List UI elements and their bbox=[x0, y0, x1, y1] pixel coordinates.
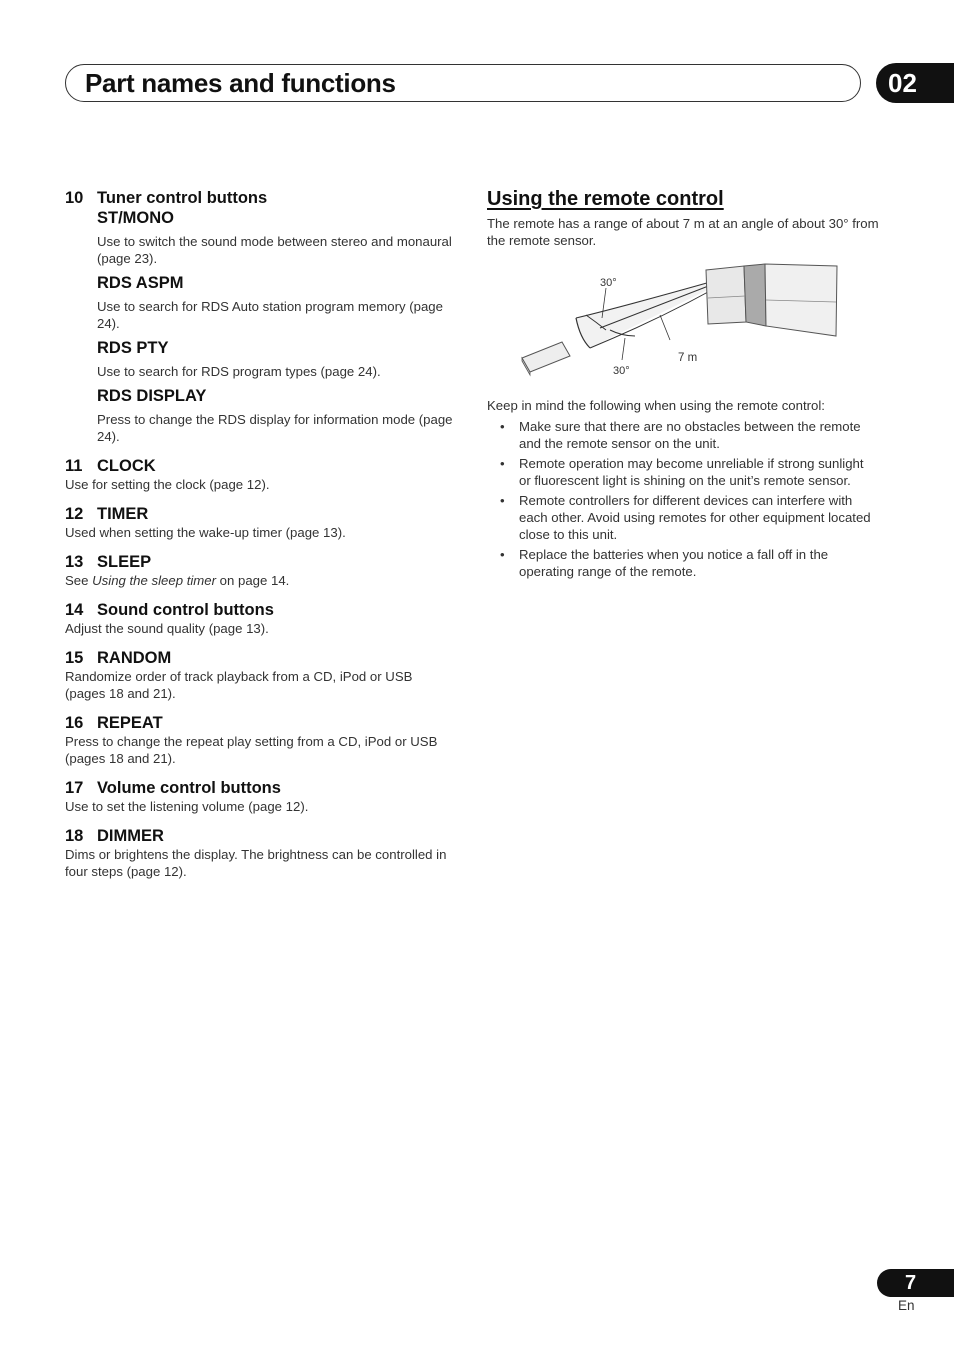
item-desc: Press to change the repeat play setting from a CD, iPod or USB (pages 18 and 21). bbox=[65, 734, 438, 766]
item-heading bbox=[65, 456, 455, 476]
sub-heading-rds-display: RDS DISPLAY bbox=[97, 387, 207, 405]
notes-intro: Keep in mind the following when using the remote control: bbox=[487, 398, 825, 413]
notes-list bbox=[487, 418, 877, 580]
item-desc: Randomize order of track playback from a CD, iPod or USB (pages 18 and 21). bbox=[65, 669, 413, 701]
item-16 bbox=[65, 713, 455, 767]
item-number: 17 bbox=[65, 779, 84, 797]
item-heading bbox=[65, 600, 455, 620]
item-number: 13 bbox=[65, 553, 84, 571]
item-title: TIMER bbox=[97, 505, 149, 523]
left-column bbox=[65, 188, 455, 880]
item-number: 10 bbox=[65, 189, 84, 207]
item-title: Volume control buttons bbox=[97, 779, 281, 797]
section-intro: The remote has a range of about 7 m at an angle of about 30° from the remote sensor. bbox=[487, 216, 879, 248]
item-desc: Dims or brightens the display. The brightness can be controlled in four steps (page 12). bbox=[65, 847, 447, 879]
item-number: 16 bbox=[65, 714, 84, 732]
item-10 bbox=[65, 188, 455, 445]
item-heading bbox=[65, 826, 455, 846]
item-heading bbox=[65, 552, 455, 572]
item-number: 14 bbox=[65, 601, 84, 619]
sub-heading-st-mono: ST/MONO bbox=[97, 209, 174, 227]
remote-range-diagram bbox=[510, 260, 850, 385]
item-13 bbox=[65, 552, 455, 589]
page-number-badge: 7 bbox=[877, 1269, 954, 1297]
item-heading bbox=[65, 504, 455, 524]
item-12 bbox=[65, 504, 455, 541]
item-17 bbox=[65, 778, 455, 815]
sub-desc: Press to change the RDS display for information mode (page 24). bbox=[97, 412, 453, 444]
item-title: CLOCK bbox=[97, 457, 156, 475]
sub-desc: Use to search for RDS program types (page 24). bbox=[97, 364, 381, 379]
item-14 bbox=[65, 600, 455, 637]
item-title: REPEAT bbox=[97, 714, 163, 732]
right-column bbox=[487, 187, 882, 249]
sub-heading-rds-pty: RDS PTY bbox=[97, 339, 169, 357]
page-title: Part names and functions bbox=[85, 68, 396, 98]
sub-desc: Use to switch the sound mode between stereo and monaural (page 23). bbox=[97, 234, 452, 266]
item-number: 18 bbox=[65, 827, 84, 845]
item-heading bbox=[65, 648, 455, 668]
chapter-badge: 02 bbox=[876, 63, 954, 103]
list-item: • Make sure that there are no obstacles between the remote and the remote sensor on the unit. bbox=[487, 418, 877, 452]
distance-label: 7 m bbox=[678, 352, 698, 364]
cross-reference: Using the sleep timer bbox=[92, 573, 217, 588]
section-title: Using the remote control bbox=[487, 188, 724, 210]
item-number: 11 bbox=[65, 457, 83, 475]
item-desc: Use for setting the clock (page 12). bbox=[65, 477, 270, 492]
item-title: Sound control buttons bbox=[97, 601, 274, 619]
list-item: • Remote controllers for different devices can interfere with each other. Avoid using remotes for other equipment located close to this unit. bbox=[487, 492, 877, 543]
item-desc: Use to set the listening volume (page 12). bbox=[65, 799, 309, 814]
item-desc: See Using the sleep timer on page 14. bbox=[65, 573, 290, 588]
item-title: DIMMER bbox=[97, 827, 164, 845]
remote-control-illustration bbox=[522, 342, 570, 375]
list-item: • Remote operation may become unreliable if strong sunlight or fluorescent light is shining on the unit’s remote sensor. bbox=[487, 455, 877, 489]
item-heading bbox=[65, 778, 455, 798]
item-heading bbox=[65, 188, 455, 208]
stereo-unit-illustration bbox=[706, 264, 837, 336]
sub-heading-rds-aspm: RDS ASPM bbox=[97, 274, 184, 292]
list-item: • Replace the batteries when you notice a fall off in the operating range of the remote. bbox=[487, 546, 877, 580]
item-number: 15 bbox=[65, 649, 84, 667]
item-title: SLEEP bbox=[97, 553, 152, 571]
angle-bottom-label: 30° bbox=[613, 365, 630, 377]
language-label: En bbox=[898, 1298, 915, 1313]
item-number: 12 bbox=[65, 505, 84, 523]
item-desc: Used when setting the wake-up timer (page 13). bbox=[65, 525, 346, 540]
item-title: Tuner control buttons bbox=[97, 189, 268, 207]
remote-notes bbox=[487, 397, 877, 583]
item-desc: Adjust the sound quality (page 13). bbox=[65, 621, 269, 636]
item-title: RANDOM bbox=[97, 649, 172, 667]
item-heading bbox=[65, 713, 455, 733]
item-18 bbox=[65, 826, 455, 880]
item-11 bbox=[65, 456, 455, 493]
item-15 bbox=[65, 648, 455, 702]
angle-top-label: 30° bbox=[600, 277, 617, 289]
sub-desc: Use to search for RDS Auto station program memory (page 24). bbox=[97, 299, 443, 331]
